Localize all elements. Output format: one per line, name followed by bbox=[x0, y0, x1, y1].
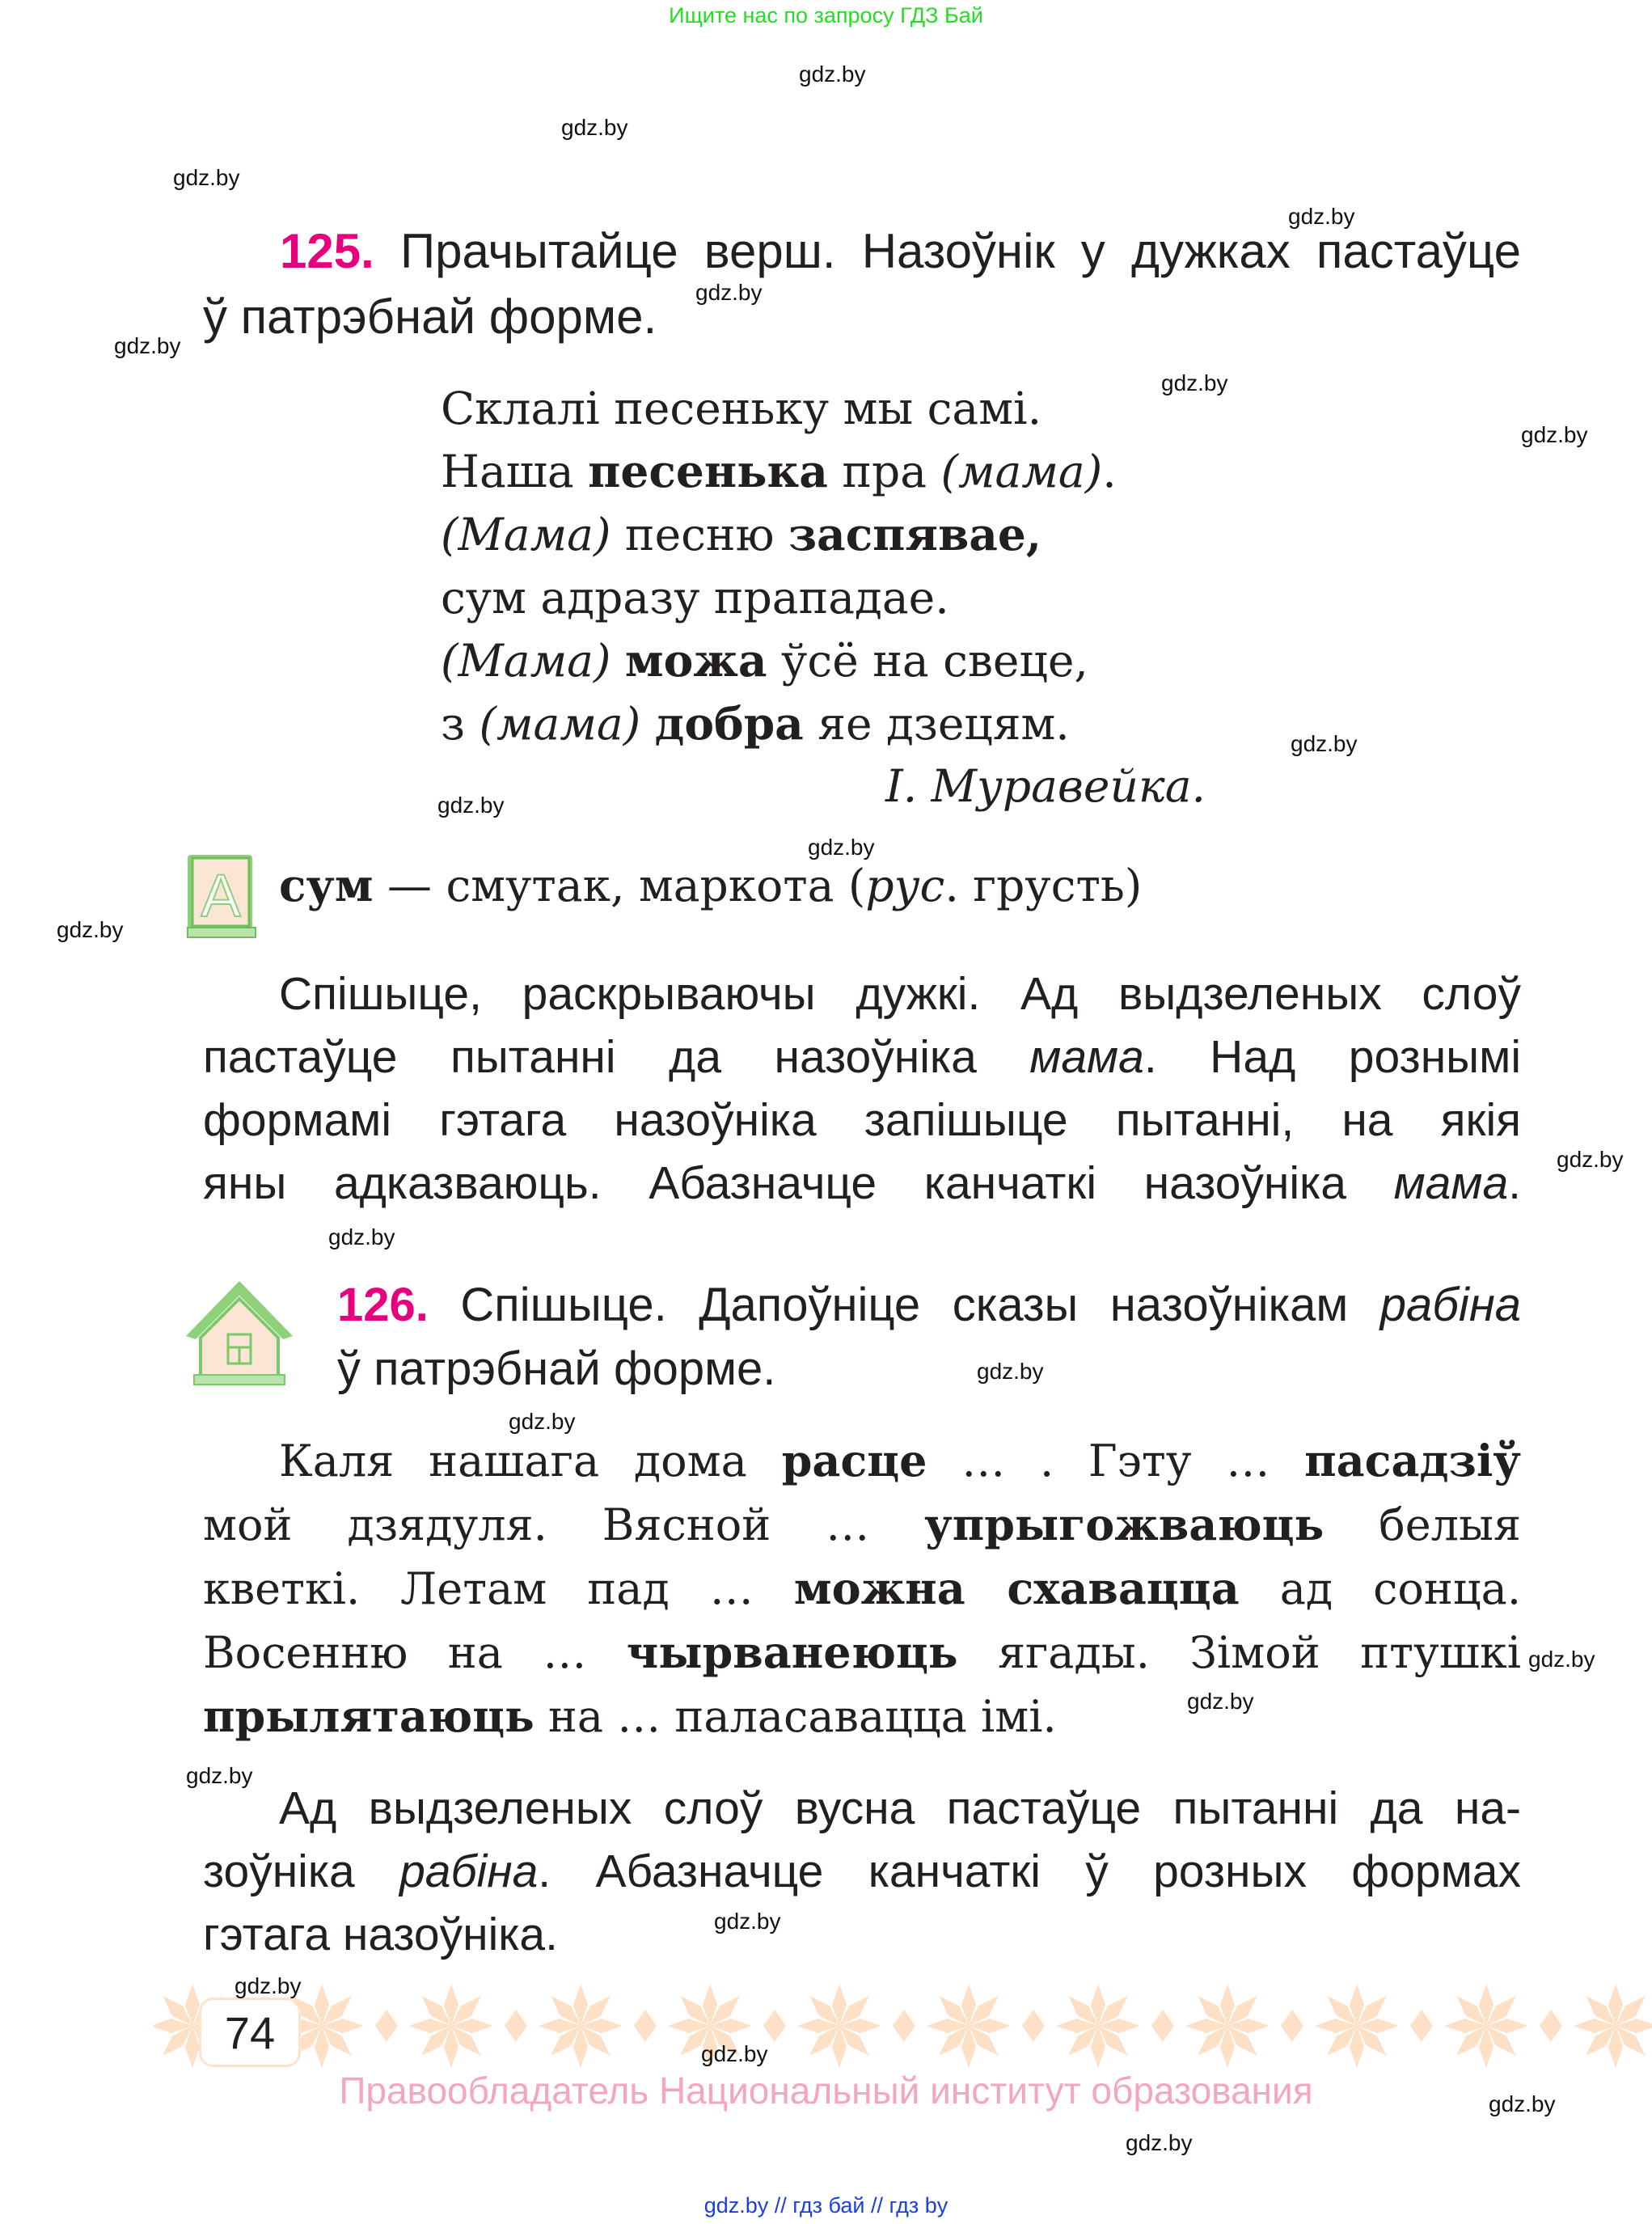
snowflake-ornament bbox=[409, 1984, 527, 2068]
bold-word: заспявае, bbox=[788, 508, 1042, 560]
watermark: gdz.by bbox=[328, 1224, 395, 1249]
text-line bbox=[441, 566, 1117, 629]
snowflake-ornament bbox=[539, 1984, 657, 2068]
snowflake-ornament bbox=[927, 1984, 1045, 2068]
exercise-number: 126. bbox=[337, 1279, 429, 1331]
watermark: gdz.by bbox=[1528, 1647, 1595, 1672]
exercise-number: 125. bbox=[280, 224, 374, 278]
text-run: песню bbox=[611, 509, 788, 560]
snowflake-ornament bbox=[1056, 1984, 1174, 2068]
text-run: Каля нашага дома bbox=[279, 1435, 782, 1486]
text-run: ў патрэбнай форме. bbox=[337, 1342, 776, 1395]
watermark: gdz.by bbox=[977, 1359, 1044, 1384]
text-run: . bbox=[1102, 446, 1117, 497]
watermark: gdz.by bbox=[186, 1763, 253, 1788]
watermark: gdz.by bbox=[114, 333, 181, 358]
text-line bbox=[203, 1621, 1521, 1685]
text-run: формамі гэтага назоўніка запішыце пытанні, на якія bbox=[203, 1094, 1521, 1146]
homework-house-icon bbox=[183, 1278, 296, 1388]
italic-word: мама bbox=[1393, 1157, 1509, 1209]
watermark: gdz.by bbox=[57, 917, 124, 942]
text-run: ад сонца. bbox=[1239, 1563, 1521, 1614]
italic-word: (Мама) bbox=[441, 509, 611, 560]
glossary-entry bbox=[279, 859, 1142, 911]
bold-word: песенька bbox=[588, 445, 828, 497]
bold-word: упрыгожваюць bbox=[924, 1499, 1325, 1550]
text-run: . грусть) bbox=[944, 860, 1143, 911]
text-run: белыя bbox=[1324, 1499, 1521, 1550]
text-run: на … паласавацца імі. bbox=[534, 1691, 1057, 1742]
text-run: кветкі. Летам пад … bbox=[203, 1563, 794, 1614]
watermark: gdz.by bbox=[1187, 1689, 1254, 1714]
text-run: ў патрэбнай форме. bbox=[203, 290, 657, 344]
text-line bbox=[203, 284, 1521, 349]
snowflake-ornament bbox=[1185, 1984, 1303, 2068]
bold-word: пасадзіў bbox=[1304, 1435, 1521, 1486]
text-line bbox=[441, 692, 1117, 755]
bold-word: расце bbox=[781, 1435, 927, 1486]
text-run: яны адказваюць. Абазначце канчаткі назоўніка bbox=[203, 1157, 1394, 1209]
italic-word: рабіна bbox=[1379, 1279, 1521, 1331]
snowflake-ornament bbox=[1574, 1984, 1652, 2068]
text-run: яе дзецям. bbox=[803, 698, 1070, 750]
text-line bbox=[441, 377, 1117, 440]
watermark: gdz.by bbox=[714, 1909, 781, 1934]
text-run: Прачытайце верш. Назоўнік у дужках пастаўце bbox=[374, 224, 1521, 278]
watermark: gdz.by bbox=[234, 1973, 302, 1998]
watermark: gdz.by bbox=[437, 793, 505, 818]
watermark: gdz.by bbox=[173, 165, 240, 190]
italic-word: мама bbox=[1029, 1031, 1144, 1083]
text-run: зоўніка bbox=[203, 1846, 400, 1897]
text-line bbox=[203, 1557, 1521, 1621]
text-line bbox=[337, 1273, 1521, 1337]
watermark: gdz.by bbox=[1521, 422, 1588, 447]
text-run: Спішыце. Дапоўніце сказы назоўнікам bbox=[428, 1279, 1380, 1331]
text-run: ўсё на свеце, bbox=[767, 635, 1088, 687]
text-line bbox=[203, 1777, 1521, 1840]
watermark: gdz.by bbox=[561, 115, 628, 140]
footer-links[interactable]: gdz.by // гдз бай // гдз by bbox=[703, 2193, 949, 2218]
text-run: . Абазначце канчаткі ў розных формах bbox=[538, 1846, 1521, 1897]
text-run: гэтага назоўніка. bbox=[203, 1909, 558, 1960]
text-line bbox=[203, 1429, 1521, 1493]
poem bbox=[441, 377, 1117, 755]
watermark: gdz.by bbox=[1557, 1147, 1624, 1172]
text-line bbox=[203, 1025, 1521, 1089]
watermark: gdz.by bbox=[1489, 2091, 1556, 2116]
italic-word: (мама) bbox=[940, 446, 1103, 497]
bold-word: прылятаюць bbox=[203, 1690, 534, 1742]
snowflake-ornament bbox=[797, 1984, 915, 2068]
watermark: gdz.by bbox=[695, 280, 763, 305]
text-line bbox=[441, 629, 1117, 692]
watermark: gdz.by bbox=[808, 835, 875, 860]
text-run: . bbox=[1508, 1157, 1521, 1209]
bold-word: чырванеюць bbox=[626, 1626, 958, 1678]
text-line bbox=[203, 1903, 1521, 1966]
poem-author: І. Муравейка. bbox=[885, 760, 1206, 812]
text-run: з bbox=[441, 698, 480, 750]
text-line bbox=[441, 503, 1117, 566]
exercise-125-heading bbox=[203, 218, 1521, 349]
watermark: gdz.by bbox=[509, 1409, 576, 1434]
italic-word: (Мама) bbox=[441, 635, 611, 687]
exercise-126-sentences bbox=[203, 1429, 1521, 1748]
text-line bbox=[203, 1493, 1521, 1557]
text-run bbox=[640, 698, 654, 750]
snowflake-ornament bbox=[1315, 1984, 1433, 2068]
copyright-notice: Правообладатель Национальный институт образования bbox=[339, 2070, 1313, 2112]
page-number: 74 bbox=[199, 1998, 301, 2067]
text-run: Ад выдзеленых слоў вусна пастаўце пытанні да на- bbox=[279, 1782, 1521, 1834]
bold-word: можа bbox=[624, 634, 767, 687]
italic-word: (мама) bbox=[479, 698, 641, 750]
text-run: сум адразу прападае. bbox=[441, 572, 949, 624]
text-line bbox=[337, 1337, 1521, 1401]
text-run: … . Гэту … bbox=[927, 1435, 1305, 1486]
watermark: gdz.by bbox=[1161, 370, 1228, 395]
text-line bbox=[203, 1089, 1521, 1152]
bold-word: сум bbox=[279, 859, 374, 911]
text-run: . Над рознымі bbox=[1143, 1031, 1521, 1083]
watermark: gdz.by bbox=[1126, 2130, 1193, 2155]
bold-word: можна схавацца bbox=[793, 1562, 1240, 1614]
task-125-instructions bbox=[203, 962, 1521, 1215]
text-run: ягады. Зімой птушкі bbox=[957, 1627, 1521, 1678]
text-run: Восенню на … bbox=[203, 1627, 627, 1678]
watermark: gdz.by bbox=[1291, 731, 1358, 756]
italic-word: рус bbox=[865, 860, 945, 911]
snowflake-ornament bbox=[1444, 1984, 1562, 2068]
text-line bbox=[203, 1840, 1521, 1903]
text-run: Наша bbox=[441, 446, 589, 497]
exercise-126-heading bbox=[337, 1273, 1521, 1401]
top-banner: Ищите нас по запросу ГДЗ Бай bbox=[669, 3, 983, 27]
text-line bbox=[441, 440, 1117, 503]
text-run: Спішыце, раскрываючы дужкі. Ад выдзеленых слоў bbox=[279, 968, 1521, 1020]
text-line bbox=[203, 1685, 1521, 1748]
text-run: пастаўце пытанні да назоўніка bbox=[203, 1031, 1030, 1083]
task-126-instructions bbox=[203, 1777, 1521, 1966]
svg-text:A: A bbox=[201, 862, 241, 929]
watermark: gdz.by bbox=[799, 61, 866, 87]
dictionary-book-icon bbox=[184, 852, 259, 942]
text-line bbox=[203, 1152, 1521, 1215]
text-run: пра bbox=[827, 446, 941, 497]
text-run bbox=[611, 635, 624, 687]
watermark: gdz.by bbox=[701, 2041, 768, 2066]
bold-word: добра bbox=[654, 697, 804, 750]
ornament-band bbox=[154, 1981, 1652, 2070]
text-run: мой дзядуля. Вясной … bbox=[203, 1499, 925, 1550]
text-line bbox=[203, 962, 1521, 1025]
text-run: Склалі песеньку мы самі. bbox=[441, 383, 1042, 434]
italic-word: рабіна bbox=[399, 1846, 539, 1897]
watermark: gdz.by bbox=[1288, 204, 1355, 229]
text-run: — смутак, маркота ( bbox=[373, 860, 866, 911]
